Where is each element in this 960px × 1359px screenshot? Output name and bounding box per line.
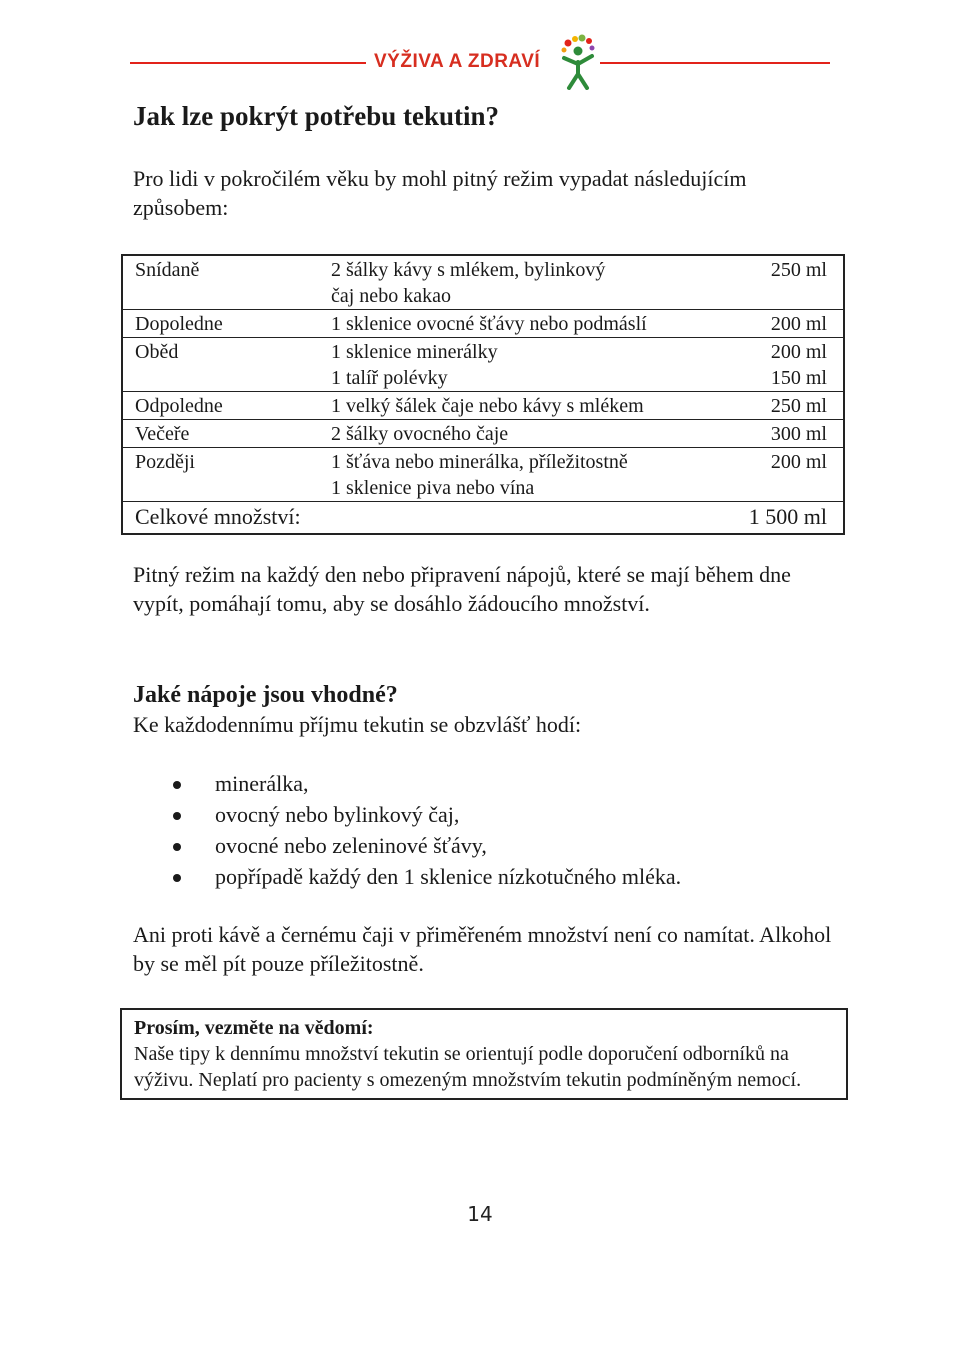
meal-cell: Později — [122, 448, 331, 502]
amount-line — [731, 283, 827, 309]
notice-box — [120, 1008, 848, 1100]
meal-cell: Odpoledne — [122, 392, 331, 420]
notice-title: Prosím, vezměte na vědomí: — [134, 1017, 374, 1039]
amount-cell — [731, 310, 844, 338]
meal-cell: Oběd — [122, 338, 331, 392]
list-item: popřípadě každý den 1 sklenice nízkotučného mléka. — [133, 861, 681, 892]
meal-cell: Dopoledne — [122, 310, 331, 338]
total-amount: 1 500 ml — [731, 502, 844, 535]
brand-title: VÝŽIVA A ZDRAVÍ — [374, 51, 541, 72]
page-header — [130, 34, 830, 90]
bullet-icon — [173, 812, 181, 820]
amount-cell — [731, 392, 844, 420]
table-row — [122, 255, 844, 310]
total-label: Celkové množství: — [122, 502, 731, 535]
description-line: 1 šťáva nebo minerálka, příležitostně — [331, 451, 628, 473]
amount-cell — [731, 338, 844, 392]
suitable-drinks-intro: Ke každodennímu příjmu tekutin se obzvlášť hodí: — [133, 712, 582, 737]
bullet-icon — [173, 781, 181, 789]
description-line: 2 šálky ovocného čaje — [331, 423, 509, 445]
suitable-drinks-list — [133, 768, 681, 892]
table-row — [122, 392, 844, 420]
page-title: Jak lze pokrýt potřebu tekutin? — [133, 101, 500, 131]
description-line: 1 sklenice piva nebo vína — [331, 477, 535, 499]
list-item: ovocné nebo zeleninové šťávy, — [133, 830, 681, 861]
table-row — [122, 338, 844, 392]
coffee-alcohol-paragraph: Ani proti kávě a černému čaji v přiměřeném množství není co namítat. Alkohol by se měl pít pouze příležitostně. — [133, 922, 832, 976]
amount-line: 300 ml — [770, 423, 827, 445]
list-item: ovocný nebo bylinkový čaj, — [133, 799, 681, 830]
drinking-plan-table — [121, 254, 845, 535]
amount-line: 200 ml — [770, 341, 827, 363]
intro-paragraph: Pro lidi v pokročilém věku by mohl pitný režim vypadat následujícím způsobem: — [133, 166, 747, 220]
meal-cell: Snídaně — [122, 255, 331, 310]
amount-line: 200 ml — [770, 451, 827, 473]
table-row — [122, 448, 844, 502]
bullet-icon — [173, 874, 181, 882]
amount-cell — [731, 448, 844, 502]
list-item: minerálka, — [133, 768, 681, 799]
amount-line: 150 ml — [770, 367, 827, 389]
description-cell — [331, 310, 731, 338]
notice-text: Naše tipy k dennímu množství tekutin se orientují podle doporučení odborníků na výživu. Neplatí pro pacienty s omezeným množstvím tekutin podmíněným nemocí. — [134, 1043, 802, 1091]
drinking-plan-paragraph: Pitný režim na každý den nebo připravení nápojů, které se mají během dne vypít, pomáhají tomu, aby se dosáhlo žádoucího množství. — [133, 562, 791, 616]
description-line: 1 sklenice ovocné šťávy nebo podmáslí — [331, 313, 647, 335]
description-line: 2 šálky kávy s mlékem, bylinkový — [331, 259, 606, 281]
description-line: 1 velký šálek čaje nebo kávy s mlékem — [331, 395, 644, 417]
meal-cell: Večeře — [122, 420, 331, 448]
amount-line: 250 ml — [770, 395, 827, 417]
amount-cell — [731, 420, 844, 448]
description-cell — [331, 338, 731, 392]
description-line: 1 talíř polévky — [331, 367, 448, 389]
table-row — [122, 310, 844, 338]
table-row — [122, 420, 844, 448]
amount-line — [731, 475, 827, 501]
amount-line: 200 ml — [770, 313, 827, 335]
amount-cell — [731, 255, 844, 310]
description-line: čaj nebo kakao — [331, 285, 451, 307]
total-row — [122, 502, 844, 535]
header-rule-left — [130, 62, 366, 64]
page-number: 14 — [467, 1202, 493, 1226]
bullet-icon — [173, 843, 181, 851]
description-line: 1 sklenice minerálky — [331, 341, 498, 363]
header-rule-right — [600, 62, 830, 64]
amount-line: 250 ml — [770, 259, 827, 281]
description-cell — [331, 420, 731, 448]
description-cell — [331, 255, 731, 310]
brand-logo-figure-icon — [558, 34, 598, 90]
description-cell — [331, 448, 731, 502]
description-cell — [331, 392, 731, 420]
section-heading: Jaké nápoje jsou vhodné? — [133, 682, 398, 708]
